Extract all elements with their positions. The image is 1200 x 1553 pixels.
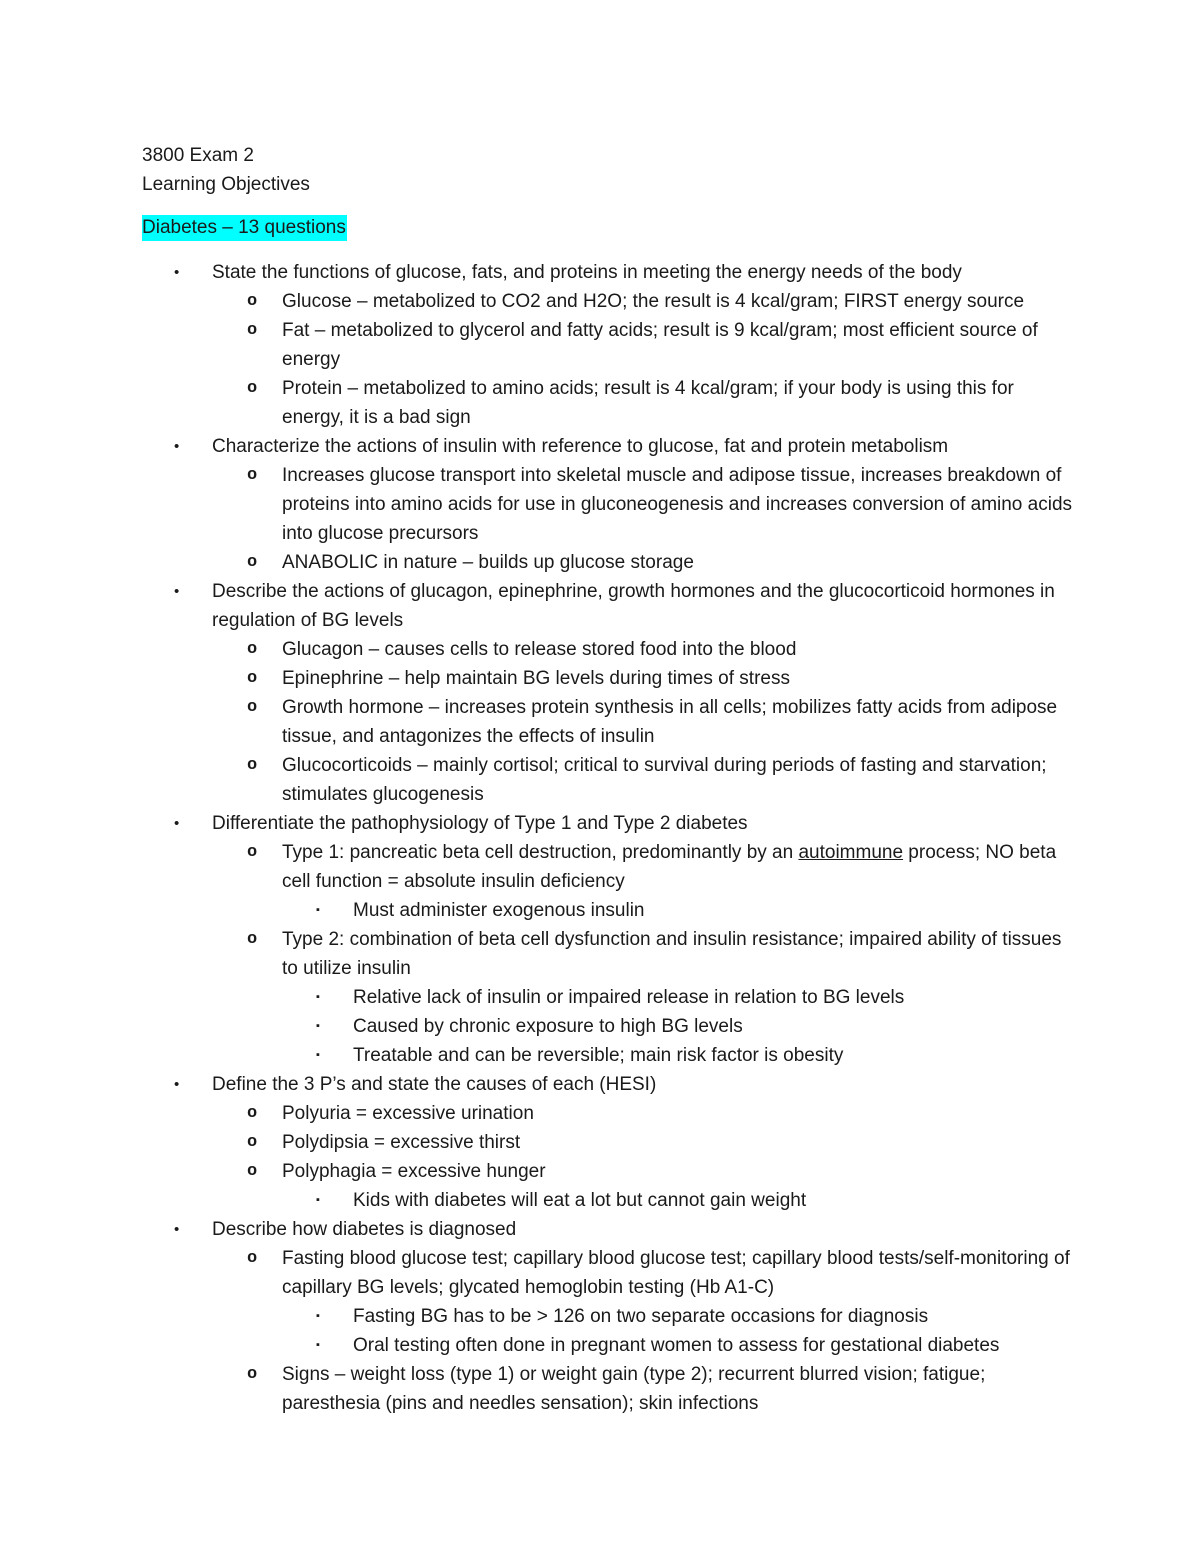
sub-sub-item-text: Kids with diabetes will eat a lot but cannot gain weight: [353, 1190, 807, 1211]
sub-item-text: ANABOLIC in nature – builds up glucose storage: [282, 552, 694, 573]
sub-sub-item-text: Caused by chronic exposure to high BG levels: [353, 1016, 743, 1037]
bullet-circle: o: [247, 930, 258, 949]
bullet-square: ▪: [316, 904, 320, 916]
bullet-dot: •: [174, 264, 180, 281]
objective-item: [142, 258, 1072, 287]
sub-item: [142, 693, 1072, 751]
sub-sub-item: [142, 1186, 1072, 1215]
objective-text: Describe the actions of glucagon, epinephrine, growth hormones and the glucocorticoid hormones in regulation of BG levels: [212, 581, 1055, 631]
sub-item: [142, 1360, 1072, 1418]
objective-item: [142, 1215, 1072, 1244]
bullet-dot: •: [174, 1221, 180, 1238]
bullet-circle: o: [247, 321, 258, 340]
sub-item: [142, 374, 1072, 432]
sub-item: [142, 664, 1072, 693]
bullet-circle: o: [247, 756, 258, 775]
sub-item: [142, 1128, 1072, 1157]
type1-text-before: Type 1: pancreatic beta cell destruction, predominantly by an: [282, 842, 799, 863]
bullet-circle: o: [247, 379, 258, 398]
sub-item: [142, 1157, 1072, 1186]
sub-item-text: Polydipsia = excessive thirst: [282, 1132, 521, 1153]
sub-item-text: Polyuria = excessive urination: [282, 1103, 534, 1124]
sub-sub-item: [142, 1331, 1072, 1360]
document-body: [142, 141, 1072, 1418]
sub-sub-item-text: Must administer exogenous insulin: [353, 900, 645, 921]
sub-sub-item: [142, 1041, 1072, 1070]
objective-item: [142, 809, 1072, 838]
document-title: 3800 Exam 2: [142, 145, 254, 166]
sub-item: [142, 316, 1072, 374]
bullet-circle: o: [247, 843, 258, 862]
bullet-square: ▪: [316, 1194, 320, 1206]
objectives-list: [142, 258, 1072, 1418]
sub-sub-item: [142, 983, 1072, 1012]
highlighted-heading: Diabetes – 13 questions: [142, 215, 347, 241]
sub-sub-item-text: Fasting BG has to be > 126 on two separate occasions for diagnosis: [353, 1306, 929, 1327]
sub-item: [142, 1099, 1072, 1128]
type1-text-after: process; NO beta cell function = absolute insulin deficiency: [282, 842, 1057, 892]
bullet-square: ▪: [316, 1339, 320, 1351]
sub-item: [142, 838, 1072, 896]
sub-item-text: Growth hormone – increases protein synthesis in all cells; mobilizes fatty acids from adipose tissue, and antagonizes the effects of insulin: [282, 697, 1058, 747]
sub-item-text: [282, 842, 1056, 892]
objective-text: Define the 3 P’s and state the causes of each (HESI): [212, 1074, 657, 1095]
underlined-term: autoimmune: [798, 842, 904, 863]
bullet-square: ▪: [316, 1020, 320, 1032]
sub-sub-item-text: Treatable and can be reversible; main risk factor is obesity: [353, 1045, 844, 1066]
objective-item: [142, 432, 1072, 461]
sub-item-text: Signs – weight loss (type 1) or weight gain (type 2); recurrent blurred vision; fatigue; paresthesia (pins and needles sensation); skin infections: [282, 1364, 986, 1414]
sub-sub-item: [142, 896, 1072, 925]
bullet-circle: o: [247, 1133, 258, 1152]
bullet-square: ▪: [316, 991, 320, 1003]
sub-item: [142, 925, 1072, 983]
sub-item-text: Type 2: combination of beta cell dysfunction and insulin resistance; impaired ability of tissues to utilize insulin: [282, 929, 1062, 979]
sub-item-text: Glucose – metabolized to CO2 and H2O; the result is 4 kcal/gram; FIRST energy source: [282, 291, 1025, 312]
sub-item-text: Fasting blood glucose test; capillary blood glucose test; capillary blood tests/self-monitoring of capillary BG levels; glycated hemoglobin testing (Hb A1-C): [282, 1248, 1070, 1298]
objective-item: [142, 577, 1072, 635]
sub-sub-item-text: Oral testing often done in pregnant women to assess for gestational diabetes: [353, 1335, 1000, 1356]
section-heading: [142, 213, 1072, 242]
bullet-dot: •: [174, 1076, 180, 1093]
sub-item: [142, 1244, 1072, 1302]
objective-text: Characterize the actions of insulin with reference to glucose, fat and protein metabolism: [212, 436, 949, 457]
bullet-dot: •: [174, 438, 180, 455]
document-subtitle: Learning Objectives: [142, 174, 310, 195]
sub-item-text: Fat – metabolized to glycerol and fatty acids; result is 9 kcal/gram; most efficient source of energy: [282, 320, 1038, 370]
sub-item-text: Glucocorticoids – mainly cortisol; critical to survival during periods of fasting and starvation; stimulates glucogenesis: [282, 755, 1047, 805]
bullet-circle: o: [247, 1249, 258, 1268]
bullet-circle: o: [247, 466, 258, 485]
bullet-square: ▪: [316, 1049, 320, 1061]
sub-item-text: Polyphagia = excessive hunger: [282, 1161, 546, 1182]
sub-item-text: Glucagon – causes cells to release stored food into the blood: [282, 639, 797, 660]
sub-sub-item: [142, 1012, 1072, 1041]
bullet-circle: o: [247, 1162, 258, 1181]
sub-item: [142, 635, 1072, 664]
bullet-circle: o: [247, 640, 258, 659]
objective-text: Describe how diabetes is diagnosed: [212, 1219, 517, 1240]
sub-item-text: Epinephrine – help maintain BG levels during times of stress: [282, 668, 790, 689]
objective-text: Differentiate the pathophysiology of Type 1 and Type 2 diabetes: [212, 813, 748, 834]
bullet-circle: o: [247, 669, 258, 688]
bullet-circle: o: [247, 553, 258, 572]
sub-item: [142, 461, 1072, 548]
sub-item: [142, 751, 1072, 809]
sub-item: [142, 287, 1072, 316]
bullet-circle: o: [247, 1104, 258, 1123]
objective-text: State the functions of glucose, fats, and proteins in meeting the energy needs of the body: [212, 262, 962, 283]
sub-sub-item: [142, 1302, 1072, 1331]
sub-sub-item-text: Relative lack of insulin or impaired release in relation to BG levels: [353, 987, 905, 1008]
sub-item-text: Increases glucose transport into skeletal muscle and adipose tissue, increases breakdown of proteins into amino acids for use in gluconeogenesis and increases conversion of amino acids into glucose precursors: [282, 465, 1073, 544]
objective-item: [142, 1070, 1072, 1099]
bullet-circle: o: [247, 292, 258, 311]
bullet-square: ▪: [316, 1310, 320, 1322]
sub-item-text: Protein – metabolized to amino acids; result is 4 kcal/gram; if your body is using this for energy, it is a bad sign: [282, 378, 1014, 428]
bullet-dot: •: [174, 815, 180, 832]
bullet-circle: o: [247, 1365, 258, 1384]
bullet-dot: •: [174, 583, 180, 600]
bullet-circle: o: [247, 698, 258, 717]
sub-item: [142, 548, 1072, 577]
